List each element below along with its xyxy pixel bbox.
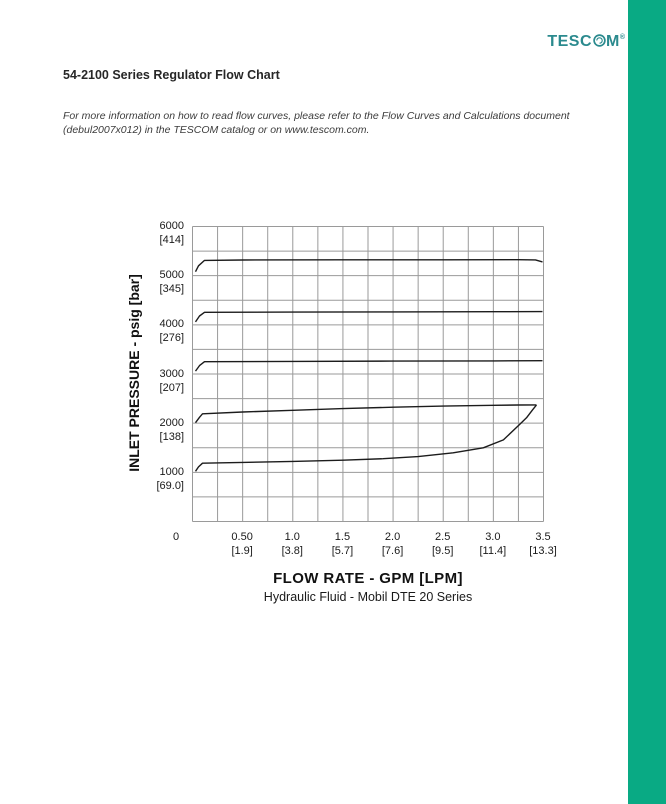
- logo-swirl-o-icon: [593, 34, 606, 52]
- x-tick-label: 2.0 [7.6]: [381, 531, 404, 557]
- logo-text-start: TESC: [547, 33, 592, 50]
- logo-text-end: M: [606, 33, 620, 50]
- y-axis-title: INLET PRESSURE - psig [bar]: [126, 274, 142, 472]
- curve-2200-psig: [196, 405, 537, 423]
- flow-chart-plot: [192, 226, 544, 522]
- x-axis-subtitle: Hydraulic Fluid - Mobil DTE 20 Series: [263, 590, 473, 604]
- registered-mark: ®: [619, 34, 625, 41]
- intro-note: For more information on how to read flow curves, please refer to the Flow Curves and Calculations document (debul2007x012) in the TESCOM catalog or on www.tescom.com.: [63, 110, 570, 136]
- y-tick-label: 6000 [414]: [159, 220, 184, 246]
- y-tick-label: 1000 [69.0]: [156, 465, 184, 492]
- x-tick-label: 0: [172, 531, 180, 543]
- y-tick-label: 3000 [207]: [159, 367, 184, 394]
- curve-5300-psig: [196, 260, 543, 272]
- x-tick-label: 1.0 [3.8]: [281, 531, 303, 557]
- x-tick-label: 0.50 [1.9]: [231, 531, 253, 557]
- curve-3250-psig: [196, 361, 543, 371]
- curve-4250-psig: [196, 312, 543, 322]
- right-accent-bar: [628, 0, 666, 804]
- y-tick-label: 2000 [138]: [159, 416, 184, 443]
- x-axis-title: FLOW RATE - GPM [LPM]: [273, 570, 463, 587]
- y-tick-label: 5000 [345]: [159, 269, 184, 296]
- x-tick-label: 2.5 [9.5]: [432, 531, 454, 557]
- flow-chart-svg: [192, 226, 544, 522]
- curve-1200-psig: [196, 405, 537, 471]
- y-tick-label: 4000 [276]: [159, 318, 184, 345]
- tescom-logo: [505, 33, 625, 52]
- page-title: 54-2100 Series Regulator Flow Chart: [63, 68, 280, 82]
- x-tick-label: 3.0 [11.4]: [479, 531, 507, 557]
- x-tick-label: 3.5 [13.3]: [529, 531, 557, 557]
- x-tick-label: 1.5 [5.7]: [331, 531, 354, 557]
